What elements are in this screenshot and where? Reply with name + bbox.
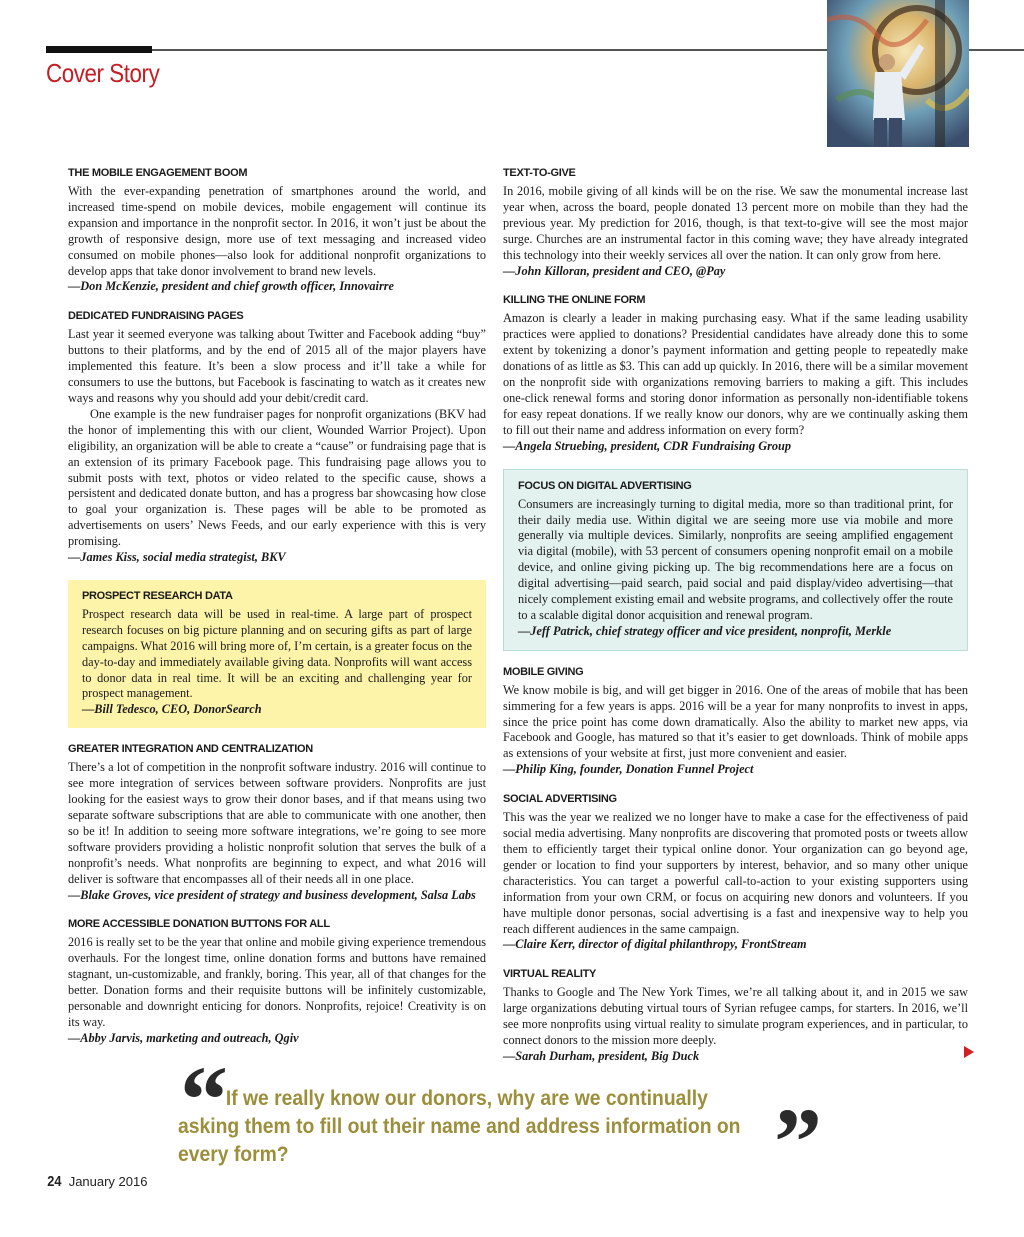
right-column [503, 166, 968, 1079]
callout-box-yellow [68, 580, 486, 728]
section-heading: TEXT-TO-GIVE [503, 167, 576, 179]
section-heading: MOBILE GIVING [503, 665, 584, 678]
open-quote-mark: “ [180, 1046, 228, 1153]
left-column [68, 166, 486, 1061]
section-heading: THE MOBILE ENGAGEMENT BOOM [68, 167, 248, 179]
attribution: —Abby Jarvis, marketing and outreach, Qgiv [68, 1030, 299, 1045]
attribution: —John Killoran, president and CEO, @Pay [503, 263, 726, 278]
paragraph: Consumers are increasingly turning to digital media, more so than traditional print, for their daily media use. Within digital we are seeing more use via mobile and more generally via multiple devices. Similarly, nonprofits are seeing amplified engagement via digital (mobile), with 53 percent of consumers opening nonprofit email on a mobile device, and online giving picking up. The big recommendations here are a focus on digital advertising—paid search, paid social and paid display/video advertising—that nicely complement existing email and website programs, and collectively offer the route to a scalable digital donor acquisition and renewal program. [518, 496, 953, 622]
section-heading: DEDICATED FUNDRAISING PAGES [68, 310, 244, 323]
article-section [68, 309, 486, 566]
top-rule-right [969, 49, 1024, 51]
paragraph: 2016 is really set to be the year that online and mobile giving experience tremendous overhauls. For the longest time, online donation forms and buttons have remained stagnant, un-customizable, and frankly, boring. This year, all of that changes for the better. Donation forms and their requisite buttons will be infinitely customizable, personable and downright enticing for donors. Nonprofits, rejoice! Creativity is on its way. [68, 935, 486, 1029]
article-section [68, 166, 486, 295]
section-heading: FOCUS ON DIGITAL ADVERTISING [518, 479, 692, 492]
section-heading: SOCIAL ADVERTISING [503, 793, 617, 806]
attribution: —Jeff Patrick, chief strategy officer and vice president, nonprofit, Merkle [518, 623, 892, 638]
paragraph: Last year it seemed everyone was talking about Twitter and Facebook adding “buy” buttons to their platforms, and by the end of 2015 all of the major players have implemented this feature. It’s been a slow process and it’ll take a while for consumers to use the buttons, but Facebook is fascinating to watch as it creates new ways and reasons why you should add your debit/credit card. [68, 327, 486, 405]
attribution: —Don McKenzie, president and chief growth officer, Innovairre [68, 279, 394, 294]
page-number: 24 [47, 1173, 62, 1190]
paragraph: There’s a lot of competition in the nonprofit software industry. 2016 will continue to see more integration of services between software providers. Nonprofits are just looking for the easiest ways to grow their donor bases, and if that means using two separate software subscriptions that are able to communicate with one another, then so be it! In addition to seeing more software integrations, we’re going to see more software providers providing a holistic nonprofit solution that serves the bulk of a nonprofit’s needs. What nonprofits are beginning to expect, and what 2016 will deliver is software that encompasses all of their needs all in one place. [68, 760, 486, 886]
attribution: —Angela Struebing, president, CDR Fundraising Group [503, 438, 792, 453]
section-heading: MORE ACCESSIBLE DONATION BUTTONS FOR ALL [68, 918, 330, 931]
paragraph: Thanks to Google and The New York Times, we’re all talking about it, and in 2015 we saw large organizations debuting virtual tours of Syrian refugee camps, for starters. In 2016, we’ll see more nonprofits using virtual reality to simulate program experiences, and in particular, to connect donors to the mission more deeply. [503, 985, 968, 1048]
section-label: Cover Story [46, 58, 160, 88]
paragraph: One example is the new fundraiser pages for nonprofit organizations (BKV had the honor of implementing this with our client, Wounded Warrior Project). Upon eligibility, an organization will be able to create a “cause” or fundraising page that is an extension of its primary Facebook page. This fundraising page allows you to submit posts with text, photos or video related to the specific cause, shows a persistent and dedicated donate button, and has a progress bar showcasing how close to goal your organization is. These pages will be able to be promoted as advertisements on users’ News Feeds, and our early experience with this is very promising. [68, 406, 486, 549]
section-heading: KILLING THE ONLINE FORM [503, 294, 646, 307]
paragraph: This was the year we realized we no longer have to make a case for the effectiveness of paid social media advertising. Many nonprofits are discovering that promoted posts or tweets allow them to efficiently target their typical online donor. Your organization can go beyond age, gender or location to find your supporters by interest, behavior, and so many other unique characteristics. You can target a powerful call-to-action to your existing supporters using information from your own CRM, or focus on acquiring new donors and volunteers. If you have multiple donor personas, social advertising is a fast and inexpensive way to help you reach different audiences in the same campaign. [503, 810, 968, 936]
painting-man-illustration [827, 0, 969, 147]
cover-illustration [827, 0, 969, 147]
paragraph: We know mobile is big, and will get bigger in 2016. One of the areas of mobile that has been simmering for a few years is apps. 2016 will be a year for many nonprofits to invest in apps, since the price point has come down dramatically. Also the ability to market new apps, via Facebook and Google, has matured so that it’s easier to get downloads. Think of mobile apps as extensions of your website at first, just more convenient and easier. [503, 682, 968, 761]
section-heading: VIRTUAL REALITY [503, 968, 597, 981]
pull-quote-text: If we really know our donors, why are we continually asking them to fill out their name and address information on every form? [178, 1087, 741, 1166]
attribution: —Philip King, founder, Donation Funnel Project [503, 762, 754, 777]
article-section [503, 967, 968, 1065]
issue-date: January 2016 [68, 1174, 148, 1189]
page-footer [46, 1173, 147, 1190]
article-section [503, 665, 968, 778]
attribution: —Bill Tedesco, CEO, DonorSearch [82, 702, 262, 717]
continue-arrow-icon [964, 1046, 974, 1058]
article-section [68, 917, 486, 1046]
article-section [503, 293, 968, 454]
section-bar [46, 46, 152, 53]
close-quote-mark: ” [774, 1088, 822, 1195]
section-heading: GREATER INTEGRATION AND CENTRALIZATION [68, 743, 313, 756]
paragraph: With the ever-expanding penetration of smartphones around the world, and increased time-spend on mobile devices, mobile engagement will continue its expansion and importance in the nonprofit sector. In 2016, it won’t just be about the growth of responsive design, more use of text messaging and increased video consumed on mobile phones—also look for additional nonprofit organizations to develop apps that take donor involvement to brand new levels. [68, 184, 486, 278]
pull-quote [178, 1085, 767, 1169]
attribution: —Blake Groves, vice president of strategy and business development, Salsa Labs [68, 887, 476, 902]
attribution: —Sarah Durham, president, Big Duck [503, 1048, 700, 1063]
top-rule-left [46, 49, 828, 51]
paragraph: Amazon is clearly a leader in making purchasing easy. What if the same leading usability practices were applied to donations? Presidential candidates have already done this to some extent by tokenizing a donor’s payment information and getting people to repeatedly make donations of as little as $3. This can add up quickly. In 2016, there will be a similar movement on the nonprofit side with organizations removing barriers to making a gift. This includes one-click renewal forms and storing donor information as personally non-identifiable tokens for easy repeat donations. If we really know our donors, why are we continually asking them to fill out their name and address information on every form? [503, 311, 968, 437]
paragraph: Prospect research data will be used in real-time. A large part of prospect research focuses on big picture planning and on securing gifts as part of large campaigns. What 2016 will bring more of, I’m certain, is a greater focus on the day-to-day and immediately available giving data. Nonprofits will want access to donor data in real time. It will be an exciting and challenging year for prospect management. [82, 606, 472, 701]
paragraph: In 2016, mobile giving of all kinds will be on the rise. We saw the monumental increase last year when, across the board, people donated 13 percent more on mobile than they had the previous year. My prediction for 2016, though, is that text-to-give will see the most major surge. Churches are an instrumental factor in this coming wave; they have already integrated this technology into their weekly services all over the nation. It can only grow from here. [503, 184, 968, 262]
article-section [503, 792, 968, 953]
callout-box-teal [503, 469, 968, 651]
attribution: —James Kiss, social media strategist, BKV [68, 550, 286, 565]
attribution: —Claire Kerr, director of digital philanthropy, FrontStream [503, 937, 807, 952]
section-heading: PROSPECT RESEARCH DATA [82, 589, 233, 602]
article-section [503, 166, 968, 279]
article-section [68, 742, 486, 903]
